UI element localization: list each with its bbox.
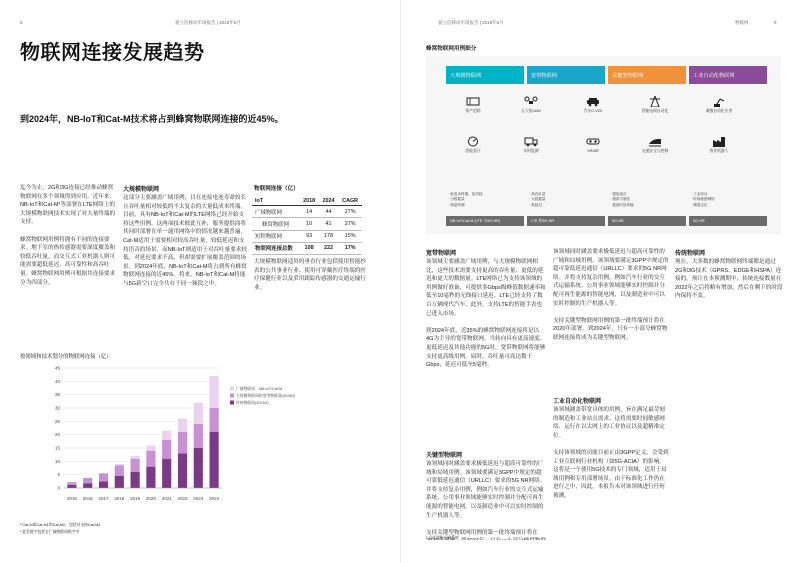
tech-bar-broadband: LTE 和5G NR (527, 216, 605, 226)
right-page-number: 9 (774, 20, 777, 25)
page-spread-divider (400, 0, 401, 563)
y-tick-label: 10 (54, 458, 60, 464)
y-tick-label: 35 (54, 392, 60, 398)
table-cell: 15% (338, 230, 362, 242)
bar-segment (178, 432, 187, 453)
table-header-cell: 2024 (319, 196, 338, 206)
y-tick-label: 45 (54, 365, 60, 371)
page-title: 物联网连接发展趋势 (20, 42, 205, 64)
y-tick-label: 25 (54, 418, 60, 424)
legend-swatch (230, 394, 234, 398)
y-tick-label: 30 (54, 405, 60, 411)
intro-text: 迄今为止，2G和3G连接已经推动蜂窝物联网在多个领域得到应用。近年来，NB-IoT和Cat-M¹等部署在LTE网络上的大规模物联网技术实现了对大量终端的支持。 蜂窝物联网用例将拥有不同的连接要求。地下室的热传感器需要深度覆盖和较低吞吐量，而交互式工业机器人则可能需要超低延迟、高可靠性和高吞吐量。蜂窝物联网用例可根据其连接要求分为四部分。 (20, 185, 116, 286)
table-row (252, 218, 362, 230)
legacy-iot-text: 现在，大多数的蜂窝物联网终端都是通过2G和3G技术（GPRS、EDGE和HSPA）连接的。预计在本预测期中，传统连接数量在2022年之后将略有增加，然后在剩下的时段内保持不变。 (675, 259, 783, 300)
segment-label: 大规模物联网 (450, 72, 482, 79)
x-tick-label: 2015 (66, 496, 77, 501)
table-cell: 14 (299, 206, 318, 218)
bar-segment (162, 431, 171, 440)
broadband-iot-heading: 宽带物联网 (426, 251, 457, 257)
tech-bar-massive: NB-IoT/Cat-M (LTE 与5G NR) (446, 216, 524, 226)
table-cell: 广域物联网 (252, 206, 299, 218)
bar-segment (99, 473, 108, 481)
bar-segment (194, 448, 203, 488)
table-total-row (252, 242, 362, 254)
bar-segment (83, 478, 92, 483)
massive-iot-verticals-text: 大规模物联网适用的垂直行业包括使用智能抄表的公共事业行业、使用可穿戴医疗终端的医疗保健行业以及采用跟踪传感器的交通运输行业。 (254, 259, 366, 291)
table-cell: 93 (299, 230, 318, 242)
bar-segment (131, 472, 140, 488)
left-page-number: 8 (20, 20, 23, 25)
segment-label: 工业自动化物联网 (693, 72, 735, 79)
drone-icon (524, 96, 538, 107)
bar-segment (67, 482, 76, 485)
right-section-label: 物联网 (735, 20, 749, 25)
table-cell: 41 (319, 218, 338, 230)
segment-broadband-iot (527, 66, 605, 84)
bar-segment (83, 483, 92, 488)
table-cell: 短程物联网 (252, 230, 299, 242)
table-cell: 178 (319, 230, 338, 242)
y-tick-label: 15 (54, 445, 60, 451)
critical-iot-text: 该领域同时涵盖要求极低延迟与超高可靠性的广域和局域用例。该领域要满足3GPP中规定的超可靠低延迟通信（URLLC）要求的5G NR网络。并将支持复杂用例，例如汽车行业的交互式运输系统、公用事业领域能够实时控制并分配可再生能源的智能电网，以及制造业中可以实时控制的生产机器人等。 支持关键型物联网用例的第一批终端预计将在 (426, 461, 546, 536)
legacy-iot-heading: 传统物联网 (675, 251, 706, 257)
x-tick-label: 2022 (177, 496, 188, 501)
massive-iot-heading: 大规模物联网 (123, 187, 160, 193)
table-cell: 44 (319, 206, 338, 218)
use-case-label: 资产追踪 (465, 109, 481, 113)
diagram-title: 蜂窝物联网用例细分 (426, 46, 477, 52)
y-tick-label: 20 (54, 432, 60, 438)
use-case-label: 无人机/UAV (521, 109, 541, 113)
right-footnote: ³ 合作智能运输系统 (426, 536, 459, 540)
bar-segment (178, 419, 187, 432)
x-tick-label: 2017 (98, 496, 109, 501)
bar-segment (131, 456, 140, 459)
table-cell: 10 (299, 218, 318, 230)
critical-requirements: · 超低延迟 · 超高可靠性 · 极低时延传输 (610, 192, 634, 207)
table-cell: 27% (338, 218, 362, 230)
y-tick-label: 0 (57, 485, 60, 491)
segment-label: 宽带物联网 (531, 72, 557, 79)
connections-table (252, 196, 362, 255)
table-row (252, 206, 362, 218)
table-header-cell: IoT (252, 196, 299, 206)
vr-headset-icon (586, 136, 600, 147)
footnote-1: ¹ Cat-M即Cat-M1和Cat-M2，包括对支持Cat-M1 (20, 523, 101, 527)
industrial-requirements: · 工业协议 · 时间敏感网络 · 精准定位 (691, 192, 715, 207)
table-cell: 蜂窝物联网 (252, 218, 299, 230)
tech-bar-critical: 5G NR (608, 216, 686, 226)
connections-table-title: 物联网连接（亿） (254, 186, 299, 192)
massive-iot-text: 这部分主要涵盖广域用例，目在连接电池寿命较长且吞吐量相对较低的不太复杂的大量低成本终端。目前，具有NB-IoT和Cat-M的LTE网络已经开始支持这些用例。这两项技术彼此互补，服务提供商将其同时部署在单一通用网络中的情况越来越普遍。Cat-M适用于需要相对较高吞吐量、较低延迟和支持语音的场景，而NB-IoT则适用于对吞吐量要求较低、对延迟要求不高、但却需要扩展覆盖范围的场景。到2024年底，NB-IoT和Cat-M将占到所有蜂窝物联网连接的近45%。将来，NB-IoT和Cat-M将能与5G新空口完全共存于同一频段之中。 (123, 195, 247, 287)
use-case-label: 离散自动化应用 (705, 109, 733, 113)
segment-critical-iot (608, 66, 686, 84)
legend-swatch (230, 401, 234, 405)
bar-segment (115, 464, 124, 465)
critical-iot-text-continued: 该领域同时涵盖要求极低延迟与超高可靠性的广域和局域用例。该领域要满足3GPP中规定的超可靠低延迟通信（URLLC）要求的5G NR网络。并将支持复杂用例，例如汽车行业的交互式运输系统、公用事业领域能够实时控制并分配可再生能源的智能电网，以及制造业中可以实时控制的生产机器人等。 支持关键型物联网用例的第一批终端预计将在2020年部署。到2024年，只有一小部分蜂窝物联网连接将成为关键型物联网。 (553, 249, 669, 341)
x-tick-label: 2019 (130, 496, 141, 501)
segment-massive-iot (446, 66, 524, 84)
use-case-label: 智能电网自动化 (641, 109, 669, 113)
car-icon (586, 96, 600, 107)
bar-segment (115, 465, 124, 476)
legend-label: 广域物联网：NB-IoT/Cat-M (236, 387, 283, 391)
tech-bar-industrial: 5G NR (689, 216, 767, 226)
x-tick-label: 2020 (145, 496, 156, 501)
table-cell: 108 (299, 242, 318, 254)
y-tick-label: 40 (54, 378, 60, 384)
iot-connections-bar-chart (20, 362, 372, 504)
bar-segment (210, 432, 219, 488)
broadband-iot-text: 该领域主要涵盖广域用例，与大规模物联网相比，这些技术需要支持更高的吞吐量、更低的延迟和更大的数据量。LTE网络已为支持该领域的用例做好准备，可提供多Gbps级峰值数据速率和低至10毫秒的无线接口延迟。LTE已经支持了数百万辆现代汽车，此外，支持LTE的智能手表也已进入市场。 到2024年底，近35%的蜂窝物联网连接将是以4G为主导的宽带物联网。当转向具有更高速度、更低延迟及其他功能的5G时，宽带物联网将能够支持更高级用例。届时，吞吐量可高达数十Gbps，延迟可低至5毫秒。 (426, 259, 546, 369)
bar-segment (146, 451, 155, 467)
use-case-label: 汽车C-V2X (583, 109, 603, 113)
industrial-iot-text: 该领域涵盖带宽具体的用例，旨在满足最苛刻的制造和工业站点需求。这将需要时间敏感网络、运行在以太网上的工业协议以及超精准定位。 支持该领域的功能目前正由3GPP定义，会受到工业互联网行业机构（如5G-ACIA）的影响。这将是一个使用5G技术的专门领域，适用于局域用例和专用部署场景。由于标准化工作仍在进行之中，因此，本报告未对该领域进行任何预测。 (553, 407, 669, 499)
bar-segment (67, 485, 76, 488)
use-case-label: VR/AR (587, 149, 599, 153)
table-cell: 222 (319, 242, 338, 254)
bar-segment (162, 440, 171, 459)
table-cell: 27% (338, 206, 362, 218)
segment-label: 关键型物联网 (612, 72, 644, 79)
bar-segment (162, 459, 171, 488)
truck-icon (524, 136, 538, 147)
x-tick-label: 2018 (114, 496, 125, 501)
use-case-label: 实时监测 (523, 149, 539, 153)
segment-industrial-iot (689, 66, 767, 84)
smart-meter-icon (466, 136, 480, 147)
bar-segment (210, 376, 219, 408)
bar-segment (131, 459, 140, 472)
table-header-row (252, 196, 362, 206)
bar-segment (146, 467, 155, 488)
right-running-header: 爱立信移动市场报告 | 2019年6月 (438, 20, 504, 25)
table-cell: 17% (338, 242, 362, 254)
factory-icon (712, 136, 726, 147)
use-case-label: 协作机器人 (709, 149, 729, 153)
bar-segment (146, 445, 155, 450)
legend-label: 大规模物联网和宽带物联网(4G/5G) (236, 394, 296, 398)
asset-tracking-icon (466, 96, 480, 107)
bar-segment (99, 481, 108, 488)
bar-segment (115, 476, 124, 488)
footnote-2: ² 此处数字包括在广域物联网数字中 (20, 530, 80, 534)
legend-label: 传统物联网(2G/3G) (236, 401, 269, 405)
bar-segment (194, 403, 203, 424)
x-tick-label: 2021 (161, 496, 172, 501)
use-case-label: 交通安全与控制 (641, 149, 669, 153)
x-tick-label: 2023 (193, 496, 204, 501)
power-tower-icon (648, 96, 662, 107)
bar-segment (178, 453, 187, 488)
table-row (252, 230, 362, 242)
train-icon (648, 136, 662, 147)
table-header-cell: 2018 (299, 196, 318, 206)
industrial-iot-heading: 工业自动化物联网 (553, 399, 602, 405)
table-header-cell: CAGR (338, 196, 362, 206)
left-running-header: 爱立信移动市场报告 | 2019年6月 (175, 20, 241, 25)
critical-iot-heading: 关键型物联网 (426, 453, 463, 459)
x-tick-label: 2016 (82, 496, 93, 501)
bar-segment (194, 424, 203, 448)
page-subtitle: 到2024年，NB-IoT和Cat-M技术将占到蜂窝物联网连接的近45%。 (20, 114, 284, 124)
x-tick-label: 2024 (209, 496, 220, 501)
bar-segment (210, 408, 219, 432)
massive-requirements: · 低成本终端、低功耗 · 小数据量 · 海量终端 (448, 192, 483, 207)
use-case-label: 智能表计 (465, 149, 481, 153)
legend-swatch (230, 387, 234, 391)
table-cell: 物联网连接总数 (252, 242, 299, 254)
robot-arm-icon (712, 96, 726, 107)
chart-title: 按领域和技术划分的物联网连接（亿） (20, 354, 112, 360)
use-case-diagram (426, 56, 781, 234)
y-tick-label: 5 (57, 472, 60, 478)
broadband-requirements: · 高吞吐量 · 大数据量 · 低延迟 (529, 192, 546, 207)
